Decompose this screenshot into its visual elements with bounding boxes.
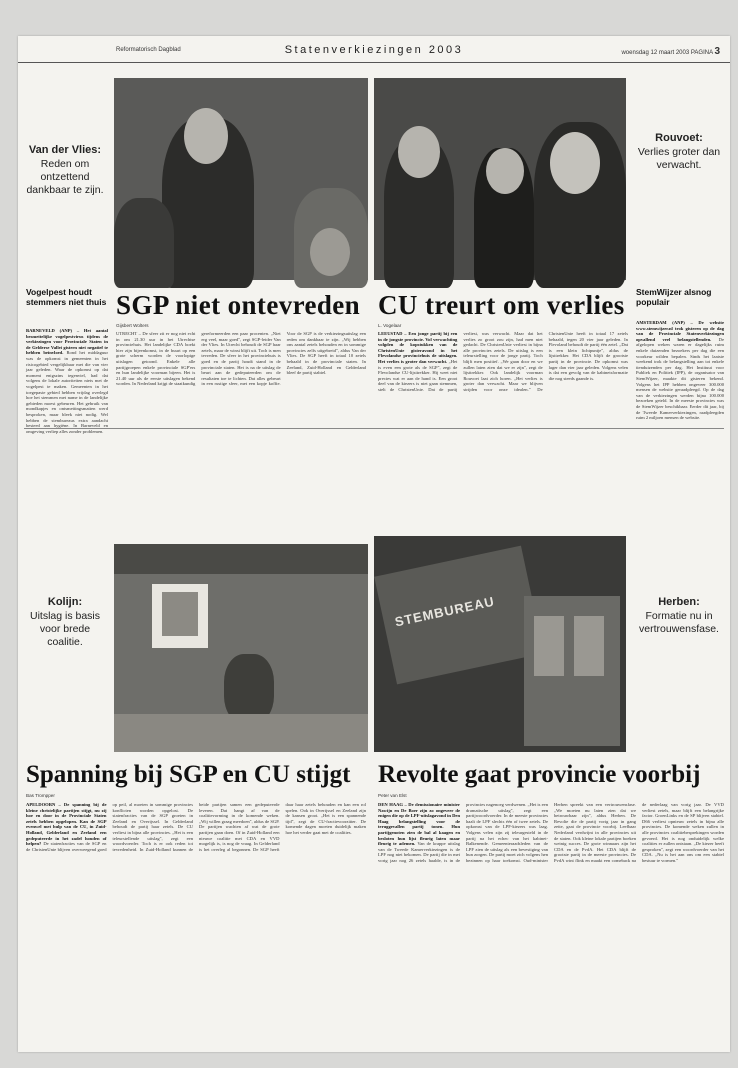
quote-text: Formatie nu in vertrouwensfase. bbox=[639, 609, 719, 635]
article-spanning bbox=[26, 802, 366, 1038]
article-cu bbox=[378, 331, 628, 421]
article-body: Rond het middaguur was de opkomst in gemeenten in het risicogebied vergelijkbaar met die van vier jaar geleden. Waar de opkomst op dat moment enigszins tegenviel, had dat volgens de lokale autoriteiten niets met de vogelpest te maken. Gemeenten in het toegepaste gebied hebben vrijdag overlegd hoe het stemmen met name in de landelijke gebieden moest gebeuren. Het gebruik van mondkapjes en ontsmettingsmatten werd besproken, maar bleek niet nodig. Wel hebben de stembureaus extra aandacht besteed aan hygiëne. In Barneveld en omgeving verliep alles zonder problemen. bbox=[26, 350, 108, 434]
headline-spanning: Spanning bij SGP en CU stijgt bbox=[26, 761, 351, 788]
quote-author: Kolijn: bbox=[47, 596, 83, 608]
article-lead: LEEUSTAD – Een jonge partij bij een in de jongste provincie. Vol verwachting volgden de kopstukken van de ChristenUnie gisteravond in het Flevolandse provinciehuis de uitslagen. Het verlies is groter dan verwacht. bbox=[378, 331, 458, 364]
byline-cu: L. Vogelaar bbox=[378, 323, 402, 328]
article-body: „Het is even een grote als de SGP", zegt de Flevolandse CU-lijsttrekker. Hij weet niet precies wat er aan de hand is. Een groot deel van de kiezers is niet gaan stemmen, stelt de ChristenUnie. Dat de partij verliest, was verwacht. Maar dat het verlies zo groot zou zijn, had men niet gedacht. De ChristenUnie verliest in bijna alle provincies zetels. De uitslag is een teleurstelling voor de jonge partij. Toch blijft men positief. „We gaan door en we zullen laten zien dat we er zijn", zegt de lijsttrekker. Ook landelijk voorman Rouvoet laat zich horen. „Het verlies is groter dan verwacht. Maar we blijven strijden voor onze idealen." De ChristenUnie heeft in totaal 17 zetels behaald, tegen 20 vier jaar geleden. In Flevoland behoudt de partij één zetel. „Dat is een klein lichtpuntje", aldus de lijsttrekker. Het CDA blijft de grootste partij in de provincie. De opkomst was lager dan vier jaar geleden. Volgens velen is dat een gevolg van de kabinetsformatie die nog steeds gaande is. bbox=[378, 331, 628, 392]
byline-sgp: Gijsbert Wolters bbox=[116, 323, 149, 328]
quote-author: Van der Vlies: bbox=[28, 144, 102, 156]
headline-vogelpest: Vogelpest houdt stemmers niet thuis bbox=[26, 287, 107, 307]
page-info bbox=[621, 46, 720, 57]
headline-revolte: Revolte gaat provincie voorbij bbox=[378, 761, 701, 788]
byline-revolte: Peter van Elst bbox=[378, 793, 407, 798]
photo-stembureau bbox=[374, 536, 626, 752]
headline-cu: CU treurt om verlies bbox=[378, 290, 625, 320]
section-title: Statenverkiezingen 2003 bbox=[284, 44, 464, 56]
article-revolte bbox=[378, 802, 724, 1038]
article-lead: BARNEVELD (ANP) – Het aantal besmettelijke vogelpestvirus tijdens de verkiezingen voor Provinciale Staten in de Gelderse Vallei gistern niet negatief te hebben beïnvloed. bbox=[26, 328, 108, 356]
headline-sgp: SGP niet ontevreden bbox=[116, 290, 361, 320]
page-label: PAGINA bbox=[690, 50, 713, 56]
quote-kolijn bbox=[24, 596, 106, 649]
article-lead: AMSTERDAM (ANP) – De website www.stemwijzer.nl trok gisteren op de dag van de Provinciale Statenverkiezingen opvallend veel belangstellenden. bbox=[636, 320, 724, 342]
photo-van-der-vlies bbox=[114, 78, 368, 280]
article-body: De afgelopen weken waren er dagelijks ruim enkele duizenden bezoekers per dag die een voorkeur wilden bepalen. Sinds het laatste weekend trok de belangstelling aan tot enkele tienduizenden per dag. Het Instituut voor Publiek en Politiek (IPP), de organisator van StemWijzer, maakte dit gisteren bekend. Volgens het IPP hebben ongeveer 300.000 mensen de website geraadpleegd. Op de dag van de verkiezingen werden bijna 100.000 bezoeken geteld. In de meeste provincies was de StemWijzer beschikbaar. Eerder dit jaar, bij de Tweede Kamerverkiezingen, raadpleegden ruim 2 miljoen mensen de website. bbox=[636, 336, 724, 421]
photo-poster-and-dog bbox=[114, 544, 368, 752]
article-vogelpest bbox=[26, 328, 108, 434]
byline-spanning: Bas Trompper bbox=[26, 793, 55, 798]
stembureau-sign: STEMBUREAU bbox=[393, 593, 497, 630]
article-lead: APELDOORN – De spanning bij de kleine christelijke partijen stijgt, nu zij hoe en door in de Provinciale Staten zetels hebben opgelopen. Kan de SGP evenwel met hulp van de CU, in Zuid-Holland, Gelderland en Zeeland een gedeputeerde in het zadel houden of helpen? bbox=[26, 802, 107, 847]
article-body: Van de krappe uitslag van de Tweede Kamerverkiezingen is de LPF nog niet bekomen. De partij die in mei vorig jaar nog 26 zetels haalde, is in de provincies nagenoeg verdwenen. „Het is een dramatische uitslag", zegt een partijwoordvoerder. In de meeste provincies haalt de LPF slechts één of twee zetels. De opkomst van de LPF-kiezers was laag. Volgens velen zijn zij teleurgesteld in de partij na het echec van het kabinet-Balkenende. Gemeenteraadsleden van de LPF zien de uitslag als een bevestiging van hun zorgen. De partij moet zich volgens hen bezinnen op haar toekomst. Oud-minister Herben spreekt van een vertrouwensfase. „We moeten nu laten zien dat we betrouwbaar zijn", aldus Herben. De Revolte die de partij vorig jaar in gang zette, gaat de provincie voorbij. Leefbaar Nederland verdwijnt in alle provincies uit de staten. Ook kleine lokale partijen boeken weinig succes. De grote winnaars zijn het CDA en de PvdA. Het CDA blijft de grootste partij in de meeste provincies. De PvdA wint flink en maakt een comeback na de nederlaag van vorig jaar. De VVD verliest zetels, maar blijft een belangrijke factor. GroenLinks en de SP blijven stabiel. D66 verliest opnieuw zetels in bijna alle provincies. De komende weken zullen in alle provincies coalitiebesprekingen worden gevoerd. Het is nog onduidelijk welke coalities er zullen ontstaan. „De kiezer heeft gesproken", zegt een woordvoerder van het CDA. „Nu is het aan ons om een stabiel bestuur te vormen." bbox=[378, 802, 724, 863]
photo-rouvoet bbox=[374, 78, 626, 280]
article-lead: DEN HAAG – De demissionaire minister Nawijn en De Boer zijn zo ongeveer de enigen die op de LPF-uitslagavond in Den Haag belangstelling voor de teruggevallen partij tonen. Hun partijgenoten zien de bal al kaagen en besloten hun lijst fleurig laten maar fleurig te ademen. bbox=[378, 802, 460, 847]
quote-author: Rouvoet: bbox=[655, 132, 703, 144]
page-number: 3 bbox=[714, 46, 720, 57]
quote-text: Reden om ontzettend dankbaar te zijn. bbox=[26, 157, 104, 196]
paper-name: Reformatorisch Dagblad bbox=[116, 47, 181, 53]
article-sgp: UTRECHT – De sfeer zit er nog niet echt in om 21.30 uur in het Utrechtse provinciehuis. Het landelijke CDA boekt hier zijn bijeenkomst, in de buurt op een grote scherm worden de voorlopige uitslagen getoond. Enkele alle partijgroepen enkele provinciale SGP'ers en hun landelijke voorman bijeen. Het is 21.40 uur als de eerste uitslagen bekend worden. In Nederland krijgt de staatkundig gereformeerden een paar procenten. „Niet erg veel, maar goed", zegt SGP-leider Van der Vlies. In Utrecht behoudt de SGP haar zetels, maar de winst blijft uit. Toch is men tevreden. De sfeer in het provinciehuis is goed en de partij houdt stand in de provinciale staten. Het is na de uitslag de beurt aan de gedeputeerden om de resultaten toe te lichten. Dat alles gebeurt in een rustige sfeer, met een kopje koffie. Voor de SGP is de verkiezingsuitslag een reden om dankbaar te zijn. „Wij hebben ons aantal zetels behouden en in sommige provincies zelfs uitgebreid", aldus Van der Vlies. De SGP heeft in totaal 10 zetels behaald in de provinciale staten. In Zeeland, Zuid-Holland en Gelderland bleef de partij stabiel. bbox=[116, 331, 366, 387]
quote-author: Herben: bbox=[658, 596, 700, 608]
page-date: woensdag 12 maart 2003 bbox=[621, 50, 690, 56]
section-divider bbox=[24, 428, 724, 429]
article-body: De statenfracties van de SGP en de ChristenUnie blijven overweegend goed op peil, al moeten in sommige provincies konflicten worden opgelost. De statenfracties van de SGP groeien in Zeeland en Overijssel. In Gelderland behoudt de partij haar zetels. De CU verliest in bijna alle provincies. „Het is een teleurstellende uitslag", zegt een woordvoerder. Toch is er ook reden tot tevredenheid. In Zuid-Holland kunnen de beide partijen samen een gedeputeerde leveren. Dat hangt af van de coalitievorming in de komende weken. „Wij willen graag meedoen", aldus de SGP. De partijen wachten af wat de grote partijen gaan doen. Of in Zuid-Holland een nieuwe coalitie met CDA en VVD mogelijk is, is nog de vraag. In Gelderland is het overleg al begonnen. De SGP heeft daar haar zetels behouden en kan een rol spelen. Ook in Overijssel en Zeeland zijn de kansen groot. „Het is een spannende tijd", zegt de CU-fractievoorzitter. De komende dagen moeten duidelijk maken hoe het verder gaat met de coalities. bbox=[26, 802, 366, 852]
quote-text: Uitslag is basis voor brede coalitie. bbox=[29, 609, 101, 648]
quote-text: Verlies groter dan verwacht. bbox=[637, 145, 721, 171]
quote-rouvoet bbox=[634, 132, 724, 172]
quote-herben bbox=[634, 596, 724, 636]
page-header bbox=[18, 36, 730, 63]
quote-van-der-vlies bbox=[24, 144, 106, 197]
article-stemwijzer bbox=[636, 320, 724, 420]
newspaper-page bbox=[18, 36, 730, 1052]
headline-stemwijzer: StemWijzer alsnog populair bbox=[636, 287, 712, 307]
